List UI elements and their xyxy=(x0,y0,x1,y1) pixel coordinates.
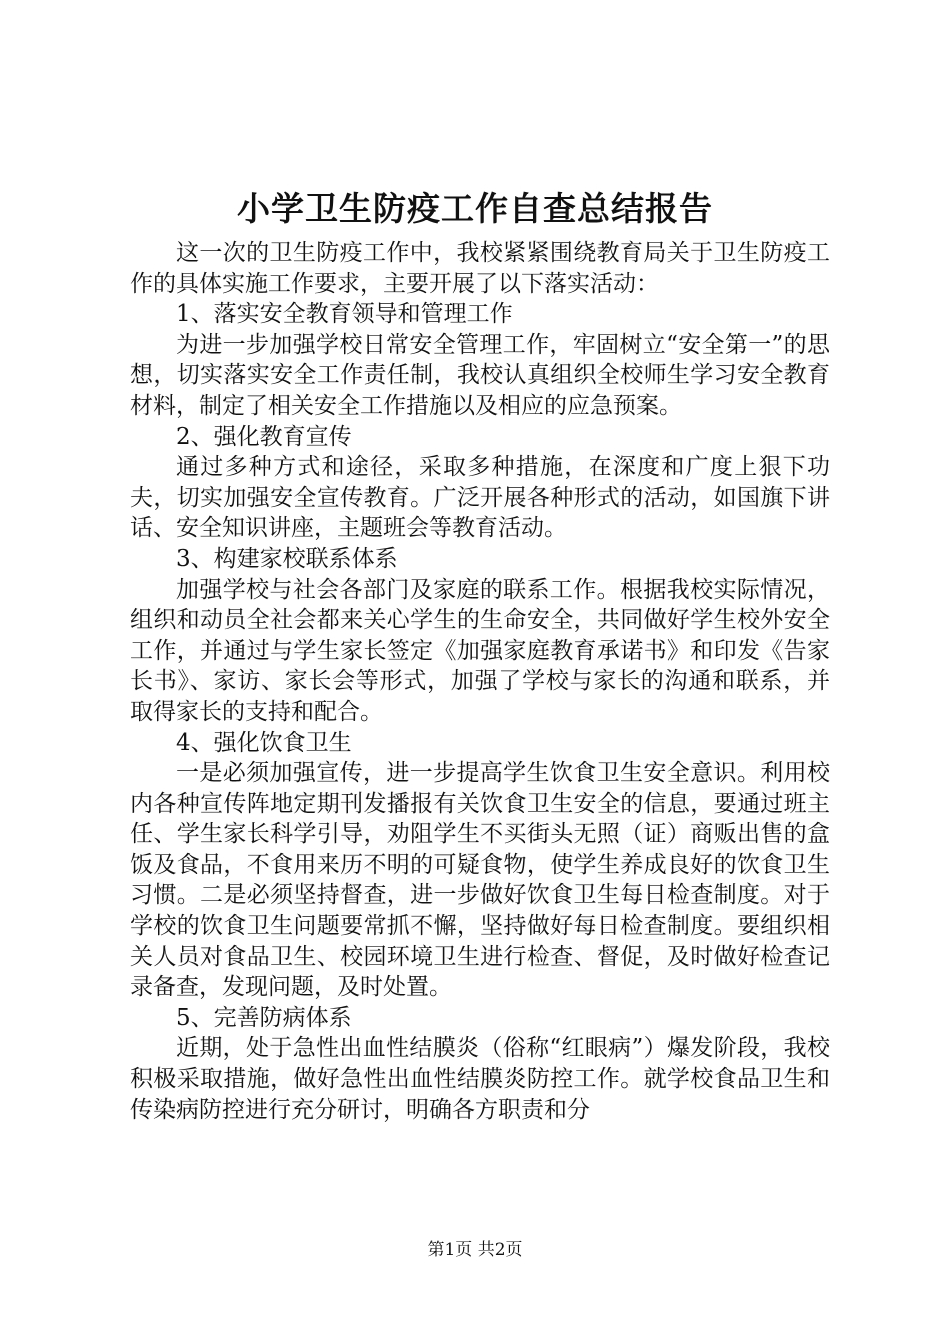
section-paragraph-4: 一是必须加强宣传，进一步提高学生饮食卫生安全意识。利用校内各种宣传阵地定期刊发播报有关饮食卫生安全的信息，要通过班主任、学生家长科学引导，劝阻学生不买街头无照（证）商贩出售的盒饭及食品，不食用来历不明的可疑食物，使学生养成良好的饮食卫生习惯。二是必须坚持督查，进一步做好饮食卫生每日检查制度。对于学校的饮食卫生问题要常抓不懈，坚持做好每日检查制度。要组织相关人员对食品卫生、校园环境卫生进行检查、督促，及时做好检查记录备查，发现问题，及时处置。 xyxy=(130,760,830,1001)
section-paragraph-5: 近期，处于急性出血性结膜炎（俗称“红眼病”）爆发阶段，我校积极采取措施，做好急性出血性结膜炎防控工作。就学校食品卫生和传染病防控进行充分研讨，明确各方职责和分 xyxy=(130,1035,830,1123)
intro-paragraph: 这一次的卫生防疫工作中，我校紧紧围绕教育局关于卫生防疫工作的具体实施工作要求，主要开展了以下落实活动： xyxy=(130,240,830,297)
section-paragraph-1: 为进一步加强学校日常安全管理工作，牢固树立“安全第一”的思想，切实落实安全工作责任制，我校认真组织全校师生学习安全教育材料，制定了相关安全工作措施以及相应的应急预案。 xyxy=(130,331,830,419)
document-body xyxy=(130,238,830,1125)
section-heading-5: 5、完善防病体系 xyxy=(176,1004,352,1031)
document-title: 小学卫生防疫工作自查总结报告 xyxy=(237,189,713,228)
section-heading-4: 4、强化饮食卫生 xyxy=(176,729,352,756)
section-paragraph-3: 加强学校与社会各部门及家庭的联系工作。根据我校实际情况，组织和动员全社会都来关心学生的生命安全，共同做好学生校外安全工作，并通过与学生家长签定《加强家庭教育承诺书》和印发《告家长书》、家访、家长会等形式，加强了学校与家长的沟通和联系，并取得家长的支持和配合。 xyxy=(130,576,830,725)
section-paragraph-2: 通过多种方式和途径，采取多种措施，在深度和广度上狠下功夫，切实加强安全宣传教育。广泛开展各种形式的活动，如国旗下讲话、安全知识讲座，主题班会等教育活动。 xyxy=(130,454,830,542)
section-heading-2: 2、强化教育宣传 xyxy=(176,423,352,450)
section-heading-3: 3、构建家校联系体系 xyxy=(176,545,398,572)
page-number-footer: 第1页 共2页 xyxy=(427,1240,523,1260)
section-heading-1: 1、落实安全教育领导和管理工作 xyxy=(176,301,513,328)
